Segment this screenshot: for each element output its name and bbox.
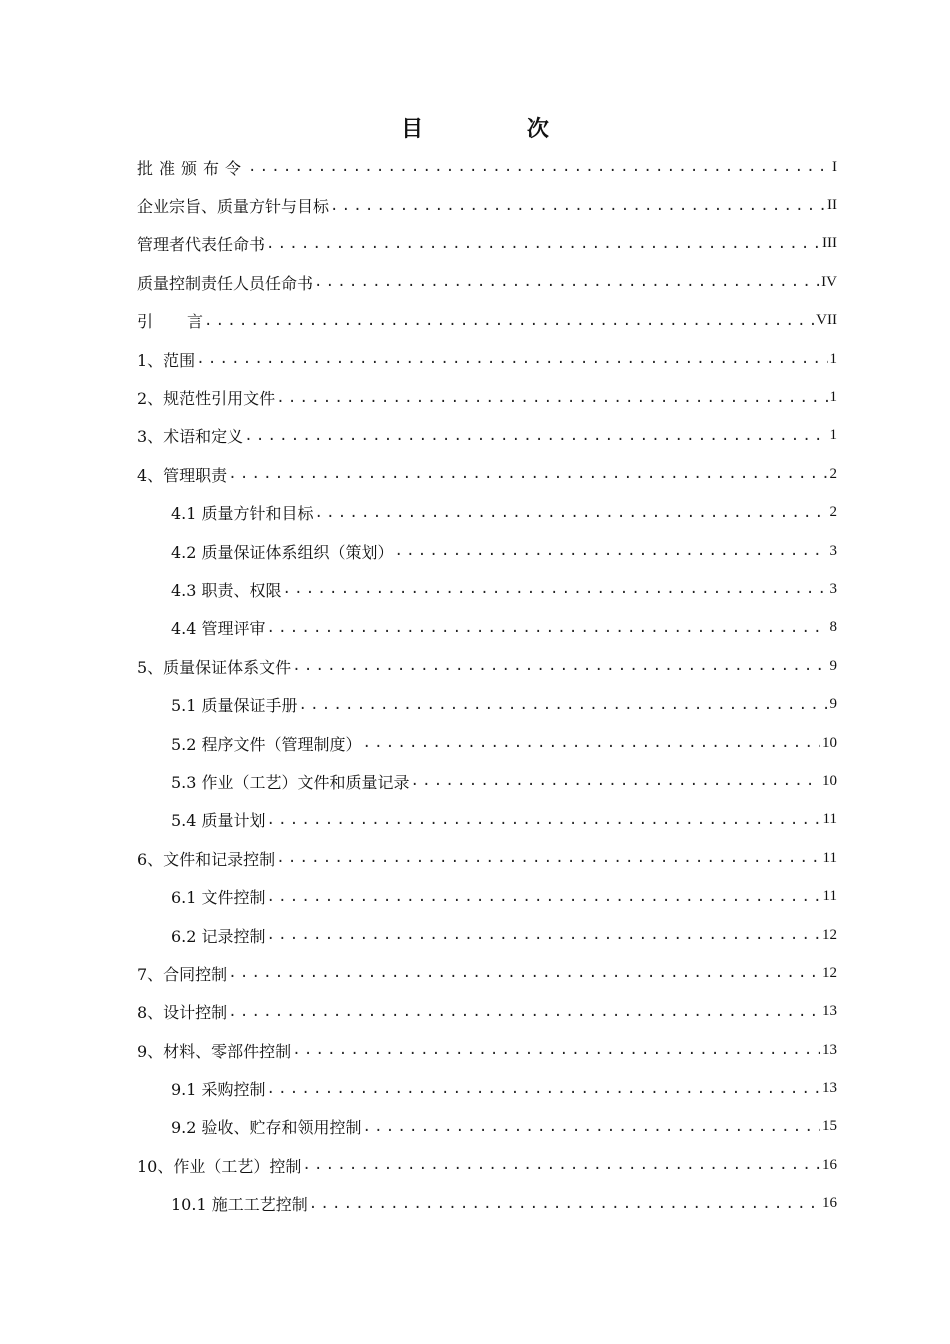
toc-leader-dots <box>283 579 828 599</box>
toc-leader-dots <box>314 272 819 292</box>
toc-entry-page: 2 <box>829 465 837 482</box>
toc-entry[interactable] <box>137 762 837 800</box>
toc-entry-page: 9 <box>829 657 837 674</box>
toc-entry-label: 5.4 质量计划 <box>171 808 267 831</box>
toc-leader-dots <box>244 426 827 446</box>
toc-entry-page: 13 <box>822 1041 837 1058</box>
table-of-contents <box>137 148 837 1223</box>
toc-leader-dots <box>309 1194 820 1214</box>
toc-entry[interactable] <box>137 378 837 416</box>
toc-entry[interactable] <box>137 724 837 762</box>
toc-leader-dots <box>196 349 827 369</box>
toc-entry-page: 1 <box>829 427 837 444</box>
toc-entry-label: 9、材料、零部件控制 <box>137 1039 292 1062</box>
toc-entry-page: 9 <box>829 696 837 713</box>
toc-entry-label: 1、范围 <box>137 348 196 371</box>
toc-leader-dots <box>228 464 827 484</box>
toc-leader-dots <box>228 963 820 983</box>
toc-entry-page: 8 <box>829 619 837 636</box>
toc-entry-label: 9.1 采购控制 <box>171 1077 267 1100</box>
toc-entry-label: 5.3 作业（工艺）文件和质量记录 <box>171 770 411 793</box>
toc-entry-page: 12 <box>822 926 837 943</box>
toc-entry[interactable] <box>137 570 837 608</box>
toc-entry-label: 10、作业（工艺）控制 <box>137 1154 302 1177</box>
toc-entry[interactable] <box>137 801 837 839</box>
toc-entry-label: 批准颁布令 <box>137 156 248 179</box>
toc-leader-dots <box>267 810 821 830</box>
toc-leader-dots <box>248 157 830 177</box>
toc-entry-label: 4.4 管理评审 <box>171 616 267 639</box>
toc-entry-page: 16 <box>822 1156 837 1173</box>
toc-entry[interactable] <box>137 1108 837 1146</box>
toc-entry-page: 10 <box>822 734 837 751</box>
toc-leader-dots <box>292 656 827 676</box>
toc-leader-dots <box>302 1155 820 1175</box>
toc-leader-dots <box>315 503 828 523</box>
toc-leader-dots <box>363 733 820 753</box>
toc-entry-label: 8、设计控制 <box>137 1000 228 1023</box>
toc-entry[interactable] <box>137 417 837 455</box>
toc-entry[interactable] <box>137 609 837 647</box>
toc-entry-page: III <box>822 235 837 252</box>
toc-entry-page: 16 <box>822 1195 837 1212</box>
toc-entry[interactable] <box>137 1185 837 1223</box>
toc-leader-dots <box>267 887 821 907</box>
toc-leader-dots <box>276 388 827 408</box>
toc-leader-dots <box>266 234 820 254</box>
toc-entry[interactable] <box>137 532 837 570</box>
toc-entry-label: 6.1 文件控制 <box>171 885 267 908</box>
toc-entry[interactable] <box>137 1031 837 1069</box>
toc-entry-label: 4.3 职责、权限 <box>171 578 283 601</box>
toc-entry-page: IV <box>821 273 837 290</box>
toc-entry-label: 6.2 记录控制 <box>171 924 267 947</box>
toc-entry-page: 11 <box>822 888 837 905</box>
toc-entry-page: 2 <box>829 504 837 521</box>
toc-title: 目 次 <box>401 117 597 142</box>
toc-entry-label: 5、质量保证体系文件 <box>137 655 292 678</box>
toc-entry-label: 7、合同控制 <box>137 962 228 985</box>
toc-entry-page: 13 <box>822 1003 837 1020</box>
toc-entry-page: VII <box>816 312 837 329</box>
toc-leader-dots <box>228 1002 820 1022</box>
toc-entry[interactable] <box>137 993 837 1031</box>
toc-entry[interactable] <box>137 340 837 378</box>
toc-entry[interactable] <box>137 1069 837 1107</box>
toc-entry[interactable] <box>137 263 837 301</box>
toc-entry[interactable] <box>137 685 837 723</box>
toc-entry-label: 5.2 程序文件（管理制度） <box>171 732 363 755</box>
toc-entry-label: 管理者代表任命书 <box>137 232 266 255</box>
toc-entry[interactable] <box>137 1146 837 1184</box>
toc-leader-dots <box>267 618 828 638</box>
toc-entry[interactable] <box>137 455 837 493</box>
toc-entry-label: 9.2 验收、贮存和领用控制 <box>171 1115 363 1138</box>
toc-entry-page: 1 <box>829 389 837 406</box>
toc-leader-dots <box>411 771 820 791</box>
toc-leader-dots <box>363 1117 820 1137</box>
toc-entry-label: 4.1 质量方针和目标 <box>171 501 315 524</box>
toc-entry[interactable] <box>137 916 837 954</box>
toc-leader-dots <box>267 1079 820 1099</box>
toc-entry[interactable] <box>137 302 837 340</box>
toc-entry-page: II <box>827 197 837 214</box>
toc-entry-label: 4、管理职责 <box>137 463 228 486</box>
toc-entry-label: 10.1 施工工艺控制 <box>171 1192 309 1215</box>
toc-entry-label: 6、文件和记录控制 <box>137 847 276 870</box>
toc-entry-page: 1 <box>829 350 837 367</box>
toc-entry-label: 企业宗旨、质量方针与目标 <box>137 194 330 217</box>
toc-entry-page: 12 <box>822 964 837 981</box>
toc-entry[interactable] <box>137 839 837 877</box>
toc-leader-dots <box>204 311 814 331</box>
toc-entry-label: 2、规范性引用文件 <box>137 386 276 409</box>
toc-entry-page: 3 <box>829 542 837 559</box>
toc-entry-page: 11 <box>822 849 837 866</box>
toc-leader-dots <box>299 695 828 715</box>
toc-leader-dots <box>395 541 828 561</box>
toc-entry[interactable] <box>137 148 837 186</box>
toc-entry-label: 质量控制责任人员任命书 <box>137 271 314 294</box>
toc-entry-page: 11 <box>822 811 837 828</box>
toc-leader-dots <box>276 848 820 868</box>
toc-entry-page: I <box>832 158 837 175</box>
toc-entry-label: 5.1 质量保证手册 <box>171 693 299 716</box>
toc-leader-dots <box>267 925 820 945</box>
toc-entry-page: 10 <box>822 772 837 789</box>
toc-leader-dots <box>292 1040 820 1060</box>
toc-entry-label: 引 言 <box>137 309 204 332</box>
toc-entry-page: 13 <box>822 1080 837 1097</box>
toc-entry-label: 4.2 质量保证体系组织（策划） <box>171 540 395 563</box>
toc-entry-page: 3 <box>829 580 837 597</box>
toc-entry[interactable] <box>137 877 837 915</box>
toc-entry-label: 3、术语和定义 <box>137 424 244 447</box>
toc-entry[interactable] <box>137 225 837 263</box>
toc-entry[interactable] <box>137 186 837 224</box>
toc-entry[interactable] <box>137 647 837 685</box>
toc-entry[interactable] <box>137 494 837 532</box>
toc-entry-page: 15 <box>822 1118 837 1135</box>
toc-entry[interactable] <box>137 954 837 992</box>
toc-leader-dots <box>330 196 825 216</box>
